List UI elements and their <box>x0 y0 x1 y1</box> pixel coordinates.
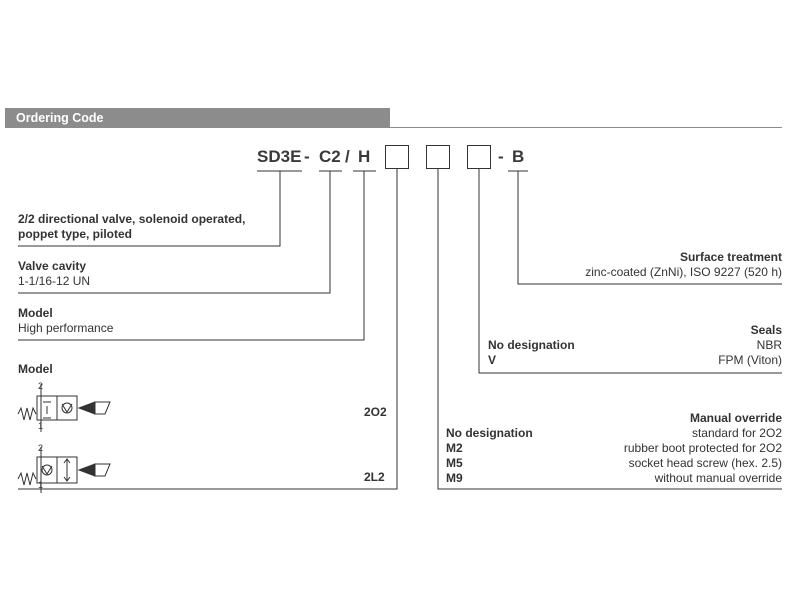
valve-cavity-title: Valve cavity <box>18 259 87 273</box>
valve-cavity-value: 1-1/16-12 UN <box>18 274 91 288</box>
manual-code-m5: M5 <box>446 456 463 470</box>
manual-code-m9: M9 <box>446 471 463 485</box>
code-part-sd3e: SD3E <box>257 147 302 166</box>
section-title: Ordering Code <box>16 111 104 125</box>
code-part-b: B <box>512 147 525 166</box>
code-part-c2: C2 <box>319 147 341 166</box>
seals-desc-fpm: FPM (Viton) <box>718 353 782 367</box>
manual-desc-m5: socket head screw (hex. 2.5) <box>628 456 782 470</box>
manual-code-m2: M2 <box>446 441 463 455</box>
manual-desc-m9: without manual override <box>654 471 782 485</box>
model-symbols-title: Model <box>18 362 53 376</box>
valve-symbol-2o2-icon <box>15 382 115 432</box>
model-value: High performance <box>18 321 114 335</box>
surface-treatment-title: Surface treatment <box>679 250 782 264</box>
surface-treatment-value: zinc-coated (ZnNi), ISO 9227 (520 h) <box>585 265 782 279</box>
symbol-label-2l2: 2L2 <box>364 470 385 484</box>
seals-title: Seals <box>750 323 782 337</box>
valve-description-line2: poppet type, piloted <box>18 227 132 241</box>
manual-override-title: Manual override <box>689 411 782 425</box>
port-label-2b: 2 <box>38 443 44 453</box>
code-separator-2: / <box>345 147 350 166</box>
seals-desc-nbr: NBR <box>756 338 782 352</box>
seals-code-no-designation: No designation <box>488 338 575 352</box>
manual-desc-standard: standard for 2O2 <box>691 426 782 440</box>
port-label-2: 2 <box>38 381 44 391</box>
model-title: Model <box>18 306 53 320</box>
port-label-1b: 1 <box>38 480 44 490</box>
manual-code-no-designation: No designation <box>446 426 533 440</box>
valve-description-line1: 2/2 directional valve, solenoid operated, <box>18 212 246 226</box>
symbol-label-2o2: 2O2 <box>364 405 387 419</box>
code-separator-1: - <box>304 147 310 166</box>
seals-code-v: V <box>488 353 497 367</box>
port-label-1: 1 <box>38 421 44 431</box>
code-part-h: H <box>358 147 371 166</box>
manual-desc-m2: rubber boot protected for 2O2 <box>623 441 782 455</box>
valve-symbol-2l2-icon <box>15 447 115 497</box>
code-separator-3: - <box>498 147 504 166</box>
